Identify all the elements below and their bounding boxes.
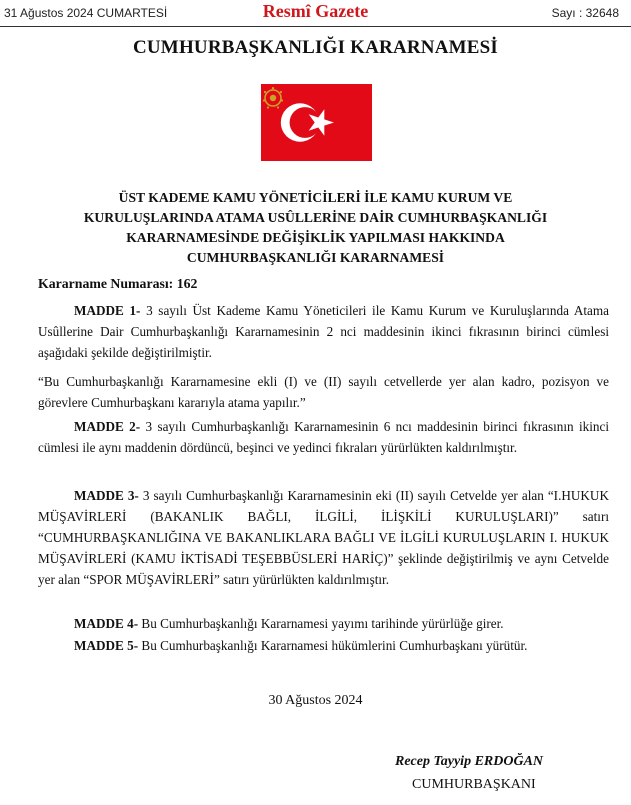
article-2	[38, 416, 609, 458]
article-1-label: MADDE 1-	[74, 303, 141, 318]
article-3-label: MADDE 3-	[74, 488, 139, 503]
signatory-name: Recep Tayyip ERDOĞAN	[395, 754, 544, 769]
article-4-label: MADDE 4-	[74, 616, 139, 631]
article-5-label: MADDE 5-	[74, 638, 139, 653]
decree-date: 30 Ağustos 2024	[268, 693, 363, 708]
gazette-header	[0, 0, 631, 28]
article-3-text: 3 sayılı Cumhurbaşkanlığı Kararnamesinin eki (II) sayılı Cetvelde yer alan “I.HUKUK MÜŞAVİRLERİ (BAKANLIK BAĞLI, İLGİLİ, İLİŞKİLİ KURULUŞLARI)” satırı “CUMHURBAŞKANLIĞINA VE BAKANLIKLARA BAĞLI VE İLGİLİ KURULUŞLARIN I. HUKUK MÜŞAVİRLERİ (KAMU İKTİSADİ TEŞEBBÜSLERİ HARİÇ)” şeklinde değiştirilmiş ve aynı Cetvelde yer alan “SPOR MÜŞAVİRLERİ” satırı yürürlükten kaldırılmıştır.	[38, 488, 609, 587]
article-2-label: MADDE 2-	[74, 419, 141, 434]
document-type: CUMHURBAŞKANLIĞI KARARNAMESİ	[132, 37, 499, 58]
decree-title-line: CUMHURBAŞKANLIĞI KARARNAMESİ	[186, 250, 445, 265]
issue-number: Sayı : 32648	[551, 6, 619, 20]
article-5-text: Bu Cumhurbaşkanlığı Kararnamesi hükümlerini Cumhurbaşkanı yürütür.	[138, 638, 528, 653]
article-1-quote: “Bu Cumhurbaşkanlığı Kararnamesine ekli (I) ve (II) sayılı cetvellerde yer alan kadro, pozisyon ve görevlere Cumhurbaşkanı kararıyla atama yapılır.”	[38, 374, 609, 410]
decree-title-line: KURULUŞLARINDA ATAMA USÛLLERİNE DAİR CUMHURBAŞKANLIĞI	[83, 210, 548, 225]
decree-title-line: KARARNAMESİNDE DEĞİŞİKLİK YAPILMASI HAKKINDA	[126, 230, 505, 245]
gazette-title: Resmî Gazete	[262, 1, 369, 21]
article-1-text: 3 sayılı Üst Kademe Kamu Yöneticileri ile Kamu Kurum ve Kuruluşlarında Atama Usûllerine Dair Cumhurbaşkanlığı Kararnamesinin 2 nci maddesinin ikinci fıkrasının birinci cümlesi aşağıdaki şekilde değiştirilmiştir.	[38, 303, 609, 360]
article-4-text: Bu Cumhurbaşkanlığı Kararnamesi yayımı tarihinde yürürlüğe girer.	[138, 616, 504, 631]
article-1	[38, 300, 609, 363]
article-5	[38, 635, 609, 656]
article-4	[38, 613, 609, 634]
article-3	[38, 485, 609, 590]
header-divider	[0, 26, 631, 27]
header-date: 31 Ağustos 2024 CUMARTESİ	[4, 6, 168, 20]
decree-number: Kararname Numarası: 162	[38, 276, 198, 291]
presidential-seal-icon	[262, 86, 284, 110]
article-2-text: 3 sayılı Cumhurbaşkanlığı Kararnamesinin 6 ncı maddesinin birinci fıkrasının ikinci cümlesi ile aynı maddenin dördüncü, beşinci ve yedinci fıkraları yürürlükten kaldırılmıştır.	[38, 419, 609, 455]
signatory-title: CUMHURBAŞKANI	[412, 777, 536, 792]
decree-title	[40, 188, 591, 268]
decree-title-line: ÜST KADEME KAMU YÖNETİCİLERİ İLE KAMU KURUM VE	[118, 190, 513, 205]
